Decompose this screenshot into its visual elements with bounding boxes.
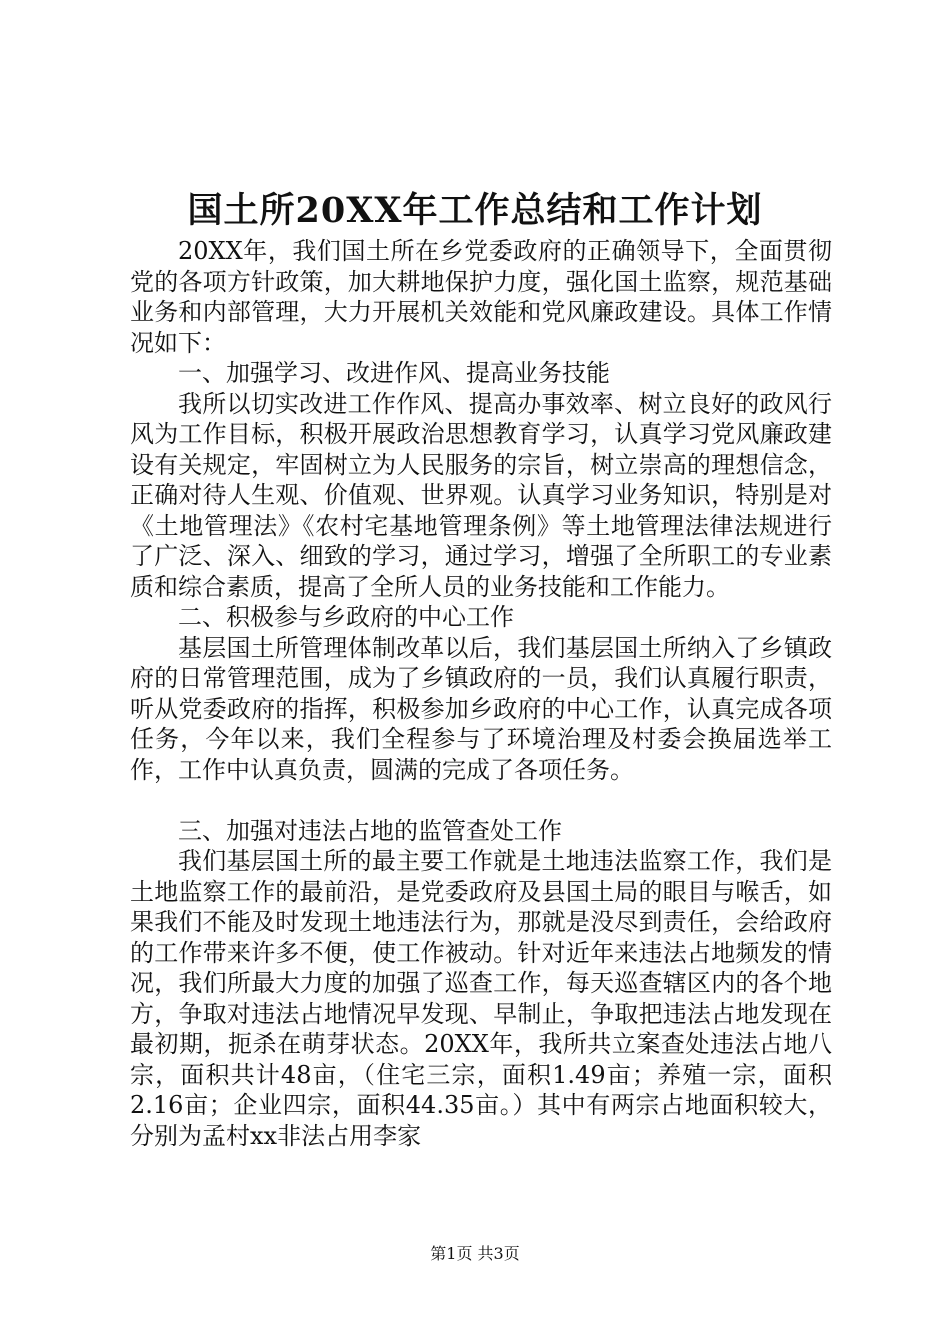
section-heading-1: 一、加强学习、改进作风、提高业务技能 [178, 359, 610, 387]
section-paragraph-3: 我们基层国土所的最主要工作就是土地违法监察工作，我们是土地监察工作的最前沿，是党委政府及县国土局的眼目与喉舌，如果我们不能及时发现土地违法行为，那就是没尽到责任，会给政府的工作带来许多不便，使工作被动。针对近年来违法占地频发的情况，我们所最大力度的加强了巡查工作，每天巡查辖区内的各个地方，争取对违法占地情况早发现、早制止，争取把违法占地发现在最初期，扼杀在萌芽状态。20XX年，我所共立案查处违法占地八宗，面积共计48亩，（住宅三宗，面积1.49亩；养殖一宗，面积2.16亩；企业四宗，面积44.35亩。）其中有两宗占地面积较大，分别为孟村xx非法占用李家 [130, 847, 832, 1150]
section-heading-2: 二、积极参与乡政府的中心工作 [178, 603, 514, 631]
section-paragraph-2: 基层国土所管理体制改革以后，我们基层国土所纳入了乡镇政府的日常管理范围，成为了乡镇政府的一员，我们认真履行职责，听从党委政府的指挥，积极参加乡政府的中心工作，认真完成各项任务，今年以来，我们全程参与了环境治理及村委会换届选举工作，工作中认真负责，圆满的完成了各项任务。 [130, 633, 832, 784]
document-title: 国土所20XX年工作总结和工作计划 [187, 190, 763, 231]
page-number-footer: 第1页 共3页 [430, 1244, 520, 1263]
document-body [130, 236, 832, 1151]
intro-paragraph: 20XX年，我们国土所在乡党委政府的正确领导下，全面贯彻党的各项方针政策，加大耕地保护力度，强化国土监察，规范基础业务和内部管理，大力开展机关效能和党风廉政建设。具体工作情况如下： [130, 237, 832, 357]
section-paragraph-1: 我所以切实改进工作作风、提高办事效率、树立良好的政风行风为工作目标，积极开展政治思想教育学习，认真学习党风廉政建设有关规定，牢固树立为人民服务的宗旨，树立崇高的理想信念，正确对待人生观、价值观、世界观。认真学习业务知识，特别是对《土地管理法》《农村宅基地管理条例》等土地管理法律法规进行了广泛、深入、细致的学习，通过学习，增强了全所职工的专业素质和综合素质，提高了全所人员的业务技能和工作能力。 [130, 389, 832, 601]
section-heading-3: 三、加强对违法占地的监管查处工作 [178, 816, 562, 845]
